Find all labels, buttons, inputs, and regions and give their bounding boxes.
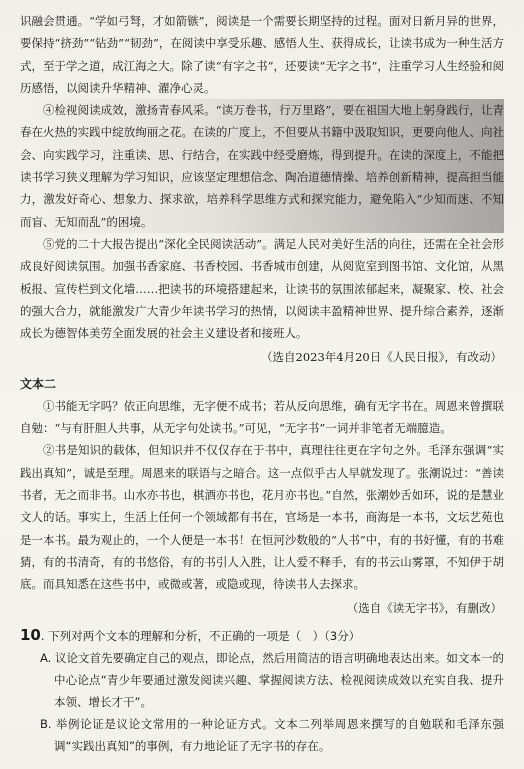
question-number: 10 [20, 625, 41, 644]
text1-paragraph-4: ④检视阅读成效，激扬青春风采。“读万卷书，行万里路”，要在祖国大地上躬身践行，让青春在火热的实践中绽放绚丽之花。在读的广度上，不但要从书籍中汲取知识，更要向他人、向社会、向实践学习，注重读、思、行结合，在实践中经受磨炼，得到提升。在读的深度上，不能把读书学习狭义理解为学习知识，应该坚定理想信念、陶冶道德情操、培养创新精神，提高担当能力，激发好奇心、想象力、探求欲，培养科学思维方式和探究能力，避免陷入“少知而迷、不知而盲、无知而乱”的困境。 [20, 99, 504, 233]
text2-title: 文本二 [20, 376, 57, 391]
text1-source: （选自2023年4月20日《人民日报》，有改动） [261, 350, 502, 365]
text1-paragraph-intro: 识融会贯通。“学如弓弩，才如箭镞”，阅读是一个需要长期坚持的过程。面对日新月异的世界，要保持“挤劲”“钻劲”“韧劲”，在阅读中享受乐趣、感悟人生、获得成长，让读书成为一种生活方式，至于学之道，成江海之大。除了读“有字之书”，还要读“无字之书”，注重学习人生经验和阅历感悟，以阅读升华精神、濯净心灵。 [20, 14, 504, 95]
text2-source: （选自《读无字书》，有删改） [346, 601, 502, 616]
text2-paragraph-1: ①书能无字吗？依正向思维，无字便不成书；若从反向思维，确有无字书在。周恩来曾撰联自勉：“与有肝胆人共事，从无字句处读书。”可见，“无字书”一词并非笔者无端臆造。 [20, 398, 504, 436]
option-a: A. 议论文首先要确定自己的观点，即论点，然后用简洁的语言明确地表达出来。如文本一的中心论点“青少年要通过激发阅读兴趣、掌握阅读方法、检视阅读成效以充实自我、提升本领、增长才干”。 [40, 650, 504, 709]
text2-paragraph-2: ②书是知识的载体，但知识并不仅仅存在于书中，真理往往更在字句之外。毛泽东强调“实践出真知”，诚是至理。周恩来的联语与之暗合。这一点似乎古人早就发现了。张潮说过：“善读书者，无之而非书。山水亦书也，棋酒亦书也，花月亦书也。”自然，张潮妙舌如环，说的是慧业文人的话。事实上，生活上任何一个领域都有书在，官场是一本书，商海是一本书，文坛艺苑也是一本书。最为观止的，一个人便是一本书！在恒河沙数般的“人书”中，有的书好懂，有的书难猜，有的书清奇，有的书悠俗，有的书引人入胜，让人爱不释手，有的书云山雾罩，不知伊于胡底。而具知悉在这些书中，或微或著，或隐或现，待读书人去探求。 [20, 443, 504, 592]
question-stem-text: . 下列对两个文本的理解和分析，不正确的一项是（ ）（3分） [40, 628, 361, 643]
text1-paragraph-5: ⑤党的二十大报告提出“深化全民阅读活动”。满足人民对美好生活的向往，还需在全社会形成良好阅读氛围。加强书香家庭、书香校园、书香城市创建，从阅览室到图书馆、文化馆，从黑板报、宣传栏到文化墙……把读书的环境搭建起来，让读书的氛围浓郁起来，凝聚家、校、社会的强大合力，就能激发广大青少年读书学习的热情，以阅读丰盈精神世界、提升综合素养，逐渐成长为德智体美劳全面发展的社会主义建设者和接班人。 [20, 236, 504, 341]
option-b: B. 举例论证是议论文常用的一种论证方式。文本二列举周恩来撰写的自勉联和毛泽东强调“实践出真知”的事例，有力地论证了无字书的存在。 [40, 716, 504, 753]
question-stem [20, 624, 504, 647]
